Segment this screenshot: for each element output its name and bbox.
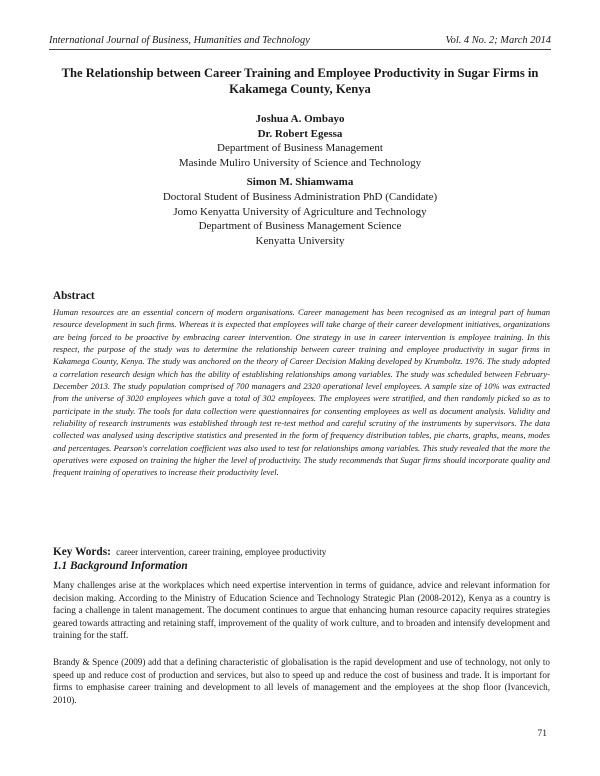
author-block: [60, 112, 540, 248]
abstract-text: Human resources are an essential concern of modern organisations. Career management has been recognised as an integral part of human resource development in such firms. Whereas it is expected that employees will take charge of their career development initiatives, organizations are being forced to be proactive by embracing career intervention. One strategy in use in career intervention is employee training. In this respect, the purpose of the study was to determine the relationship between career training and employee productivity in sugar firms in Kakamega County, Kenya. The study was anchored on the theory of Career Decision Making developed by Krumboltz. 1976. The study adopted a correlation research design which has the ability of establishing relationships among variables. The study was scheduled between February-December 2013. The study population comprised of 700 managers and 2320 operational level employees. A sample size of 10% was extracted from the universe of 3020 employees which gave a total of 302 employees. The employees were stratified, and then randomly picked so as to participate in the study. The tools for data collection were questionnaires for consenting employees as well as document analysis. Validity and reliability of research instruments was established through test re-test method and careful scrutiny of the instruments by supervisors. The data collected was analysed using descriptive statistics and presented in the form of frequency distribution tables, pie charts, graphs, means, modes and percentages. Pearson's correlation coefficient was also used to test for relationships among variables. This study revealed that the more the operatives were exposed on training the higher the level of productivity. The study recommends that Sugar firms should incorporate quality and frequent training of operatives to increase their productivity level.: [53, 307, 550, 478]
running-head: [49, 35, 551, 46]
header-rule: [49, 49, 551, 50]
body-paragraph: Brandy & Spence (2009) add that a defining characteristic of globalisation is the rapid development and use of technology, not only to speed up and reduce cost of production and services, but also to speed up and reduce the cost of business and trade. It is important for firms to emphasise career training and development to all levels of management and the employees at the shop floor (Ivancevich, 2010).: [53, 657, 550, 705]
author-affiliation: Department of Business Management Science: [198, 220, 402, 233]
author-affiliation: Jomo Kenyatta University of Agriculture and Technology: [173, 205, 427, 218]
author-affiliation: Masinde Muliro University of Science and Technology: [178, 156, 422, 169]
body-paragraph: Many challenges arise at the workplaces which need expertise intervention in terms of guidance, advice and relevant information for decision making. According to the Ministry of Education Science and Technology Strategic Plan (2008-2012), Kenya as a country is facing a challenge in talent management. The document continues to argue that enhancing human resource capacity requires strategies geared towards attracting and retaining staff, improvement of the quality of work culture, and to broaden and intensify development and training for the staff.: [53, 580, 550, 641]
author-name: Simon M. Shiamwama: [246, 176, 354, 189]
journal-name: International Journal of Business, Humanities and Technology: [49, 35, 310, 46]
keywords-text: career intervention, career training, employee productivity: [116, 547, 327, 557]
keywords-line: [53, 546, 326, 558]
paper-title: The Relationship between Career Training and Employee Productivity in Sugar Firms in Kakamega County, Kenya: [61, 66, 539, 96]
author-name: Dr. Robert Egessa: [257, 127, 343, 140]
keywords-label: Key Words:: [53, 546, 111, 558]
author-affiliation: Doctoral Student of Business Administration PhD (Candidate): [162, 190, 438, 203]
abstract-heading: Abstract: [53, 290, 95, 302]
author-name: Joshua A. Ombayo: [255, 113, 345, 125]
author-affiliation: Kenyatta University: [255, 234, 345, 247]
issue-info: Vol. 4 No. 2; March 2014: [445, 35, 551, 46]
page-number: 71: [537, 729, 547, 739]
author-affiliation: Department of Business Management: [217, 142, 383, 155]
section-heading: 1.1 Background Information: [53, 560, 188, 572]
